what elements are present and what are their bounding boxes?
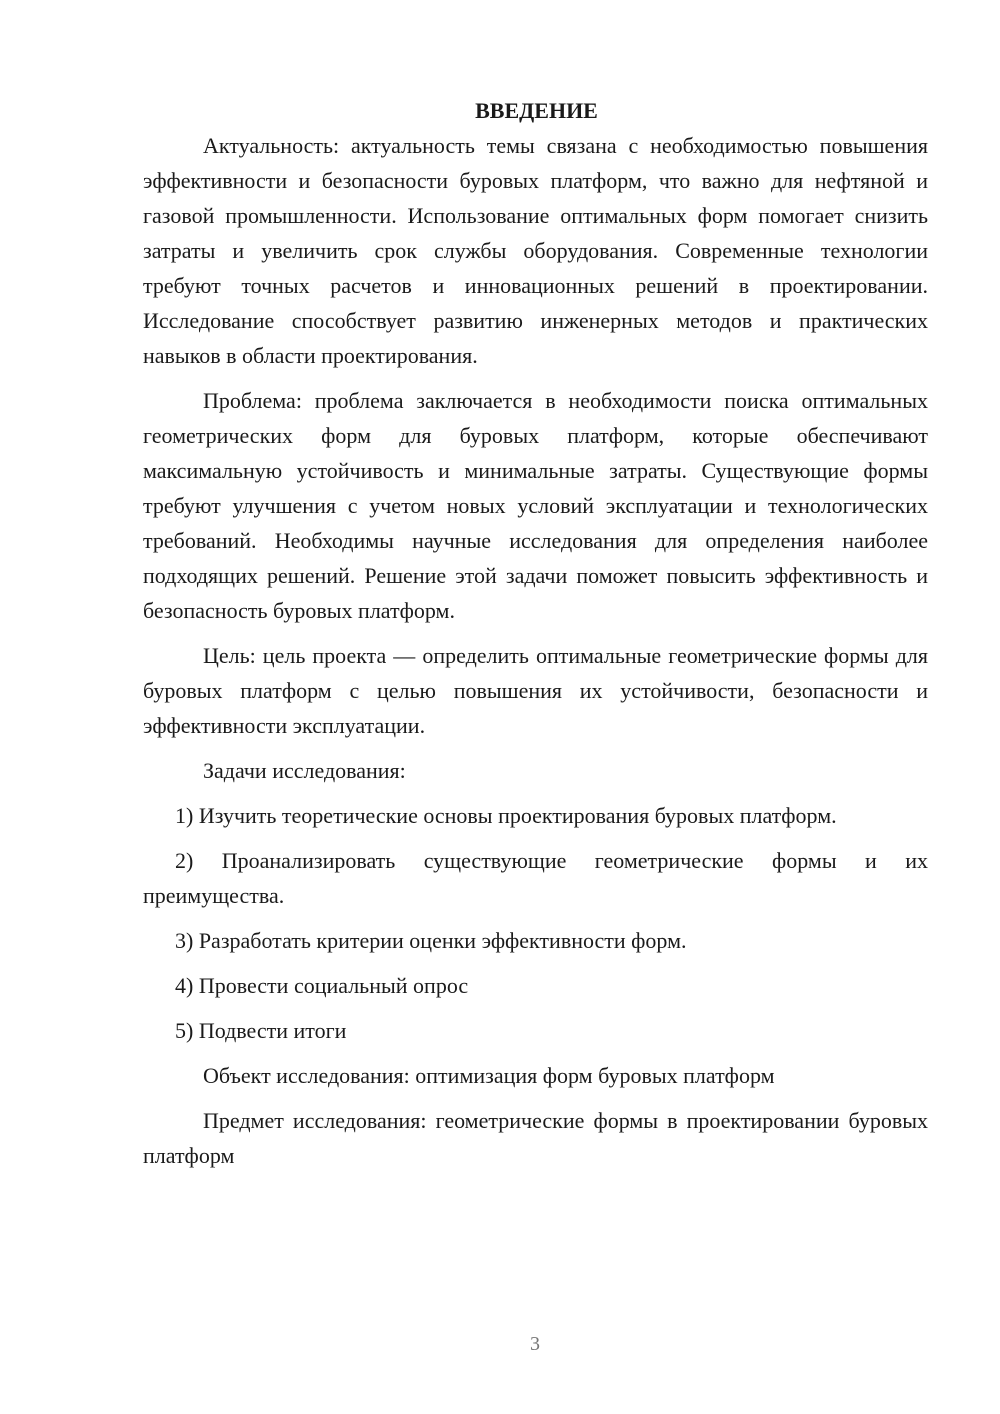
research-object: Объект исследования: оптимизация форм буровых платформ (203, 1063, 775, 1088)
page-title: ВВЕДЕНИЕ (475, 98, 598, 123)
task-item-3: 3) Разработать критерии оценки эффективности форм. (175, 928, 687, 953)
task-item-1: 1) Изучить теоретические основы проектирования буровых платформ. (175, 803, 837, 828)
problem-paragraph: Проблема: проблема заключается в необходимости поиска оптимальных геометрических форм для буровых платформ, которые обеспечивают максимальную устойчивость и минимальные затраты. Существующие формы требуют улучшения с учетом новых условий эксплуатации и технологических требований. Необходимы научные исследования для определения наиболее подходящих решений. Решение этой задачи поможет повысить эффективность и безопасность буровых платформ. (143, 388, 928, 623)
research-subject: Предмет исследования: геометрические формы в проектировании буровых платформ (143, 1108, 928, 1168)
task-item-5: 5) Подвести итоги (175, 1018, 347, 1043)
task-item-4: 4) Провести социальный опрос (175, 973, 469, 998)
tasks-heading: Задачи исследования: (203, 758, 406, 783)
relevance-paragraph: Актуальность: актуальность темы связана с необходимостью повышения эффективности и безопасности буровых платформ, что важно для нефтяной и газовой промышленности. Использование оптимальных форм помогает снизить затраты и увеличить срок службы оборудования. Современные технологии требуют точных расчетов и инновационных решений в проектировании. Исследование способствует развитию инженерных методов и практических навыков в области проектирования. (143, 133, 928, 368)
task-item-2: 2) Проанализировать существующие геометрические формы и их преимущества. (143, 848, 928, 908)
document-page (143, 96, 928, 1183)
goal-paragraph: Цель: цель проекта — определить оптимальные геометрические формы для буровых платформ с целью повышения их устойчивости, безопасности и эффективности эксплуатации. (143, 643, 928, 738)
page-number: 3 (530, 1333, 540, 1355)
